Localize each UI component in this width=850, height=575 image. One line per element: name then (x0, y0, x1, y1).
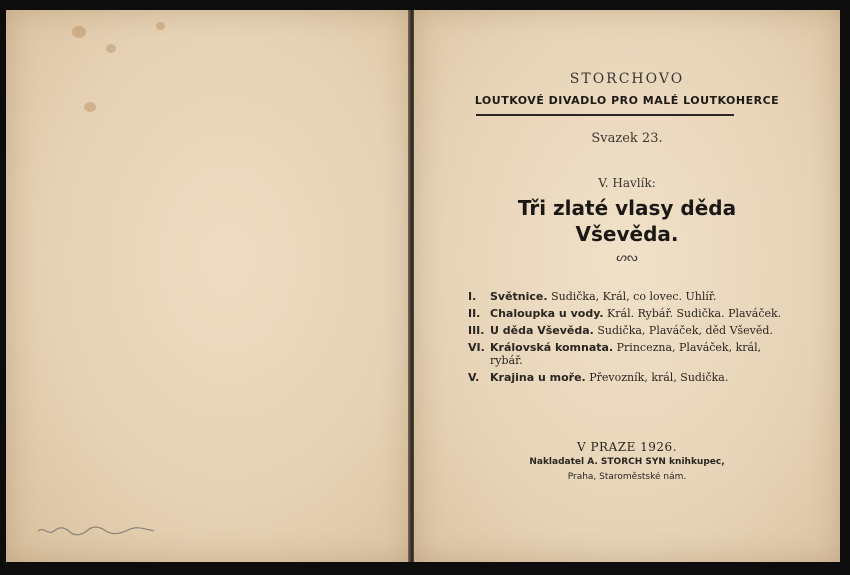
scene-characters: Převozník, král, Sudička. (589, 371, 729, 384)
scene-characters: Princezna, Plaváček, král, rybář. (490, 341, 762, 367)
scene-characters: Sudička, Plaváček, děd Vševěd. (597, 324, 773, 337)
scene-entry (468, 307, 788, 320)
scene-number: III. (468, 324, 485, 337)
series-subtitle: LOUTKOVÉ DIVADLO PRO MALÉ LOUTKOHERCE (474, 94, 780, 107)
scene-name: Královská komnata. (490, 341, 614, 354)
imprint-address: Praha, Staroměstské nám. (567, 472, 687, 482)
imprint-publisher: Nakladatel A. STORCH SYN knihkupec, (529, 457, 725, 467)
scene-name: Chaloupka u vody. (490, 307, 604, 320)
scene-characters: Král. Rybář. Sudička. Plaváček. (607, 307, 782, 320)
play-title-line-1: Tři zlaté vlasy děda (517, 196, 737, 220)
left-page (6, 10, 410, 562)
title-page (414, 10, 840, 562)
stain (156, 22, 165, 30)
series-name: STORCHOVO (569, 71, 685, 87)
scene-name: U děda Vševěda. (490, 324, 594, 337)
imprint-city-year: V PRAZE 1926. (576, 440, 678, 454)
play-title-line-2: Vševěda. (575, 222, 679, 246)
ornament-icon: ᔕᔓ (616, 250, 638, 264)
stain (72, 26, 86, 38)
scene-entry (468, 341, 788, 367)
stain (84, 102, 96, 112)
stain (106, 44, 116, 53)
pencil-mark-icon (36, 525, 156, 537)
volume-number: Svazek 23. (591, 131, 663, 146)
scene-number: II. (468, 307, 481, 320)
scene-entry (468, 290, 788, 303)
scene-number: V. (468, 371, 480, 384)
scene-list (468, 290, 788, 388)
scene-name: Krajina u moře. (490, 371, 586, 384)
header-rule (476, 114, 734, 116)
scene-entry (468, 324, 788, 337)
author: V. Havlík: (598, 176, 656, 190)
scene-entry (468, 371, 788, 384)
scene-number: I. (468, 290, 477, 303)
scene-number: VI. (468, 341, 485, 354)
scene-characters: Sudička, Král, co lovec. Uhlíř. (551, 290, 717, 303)
scene-name: Světnice. (490, 290, 548, 303)
